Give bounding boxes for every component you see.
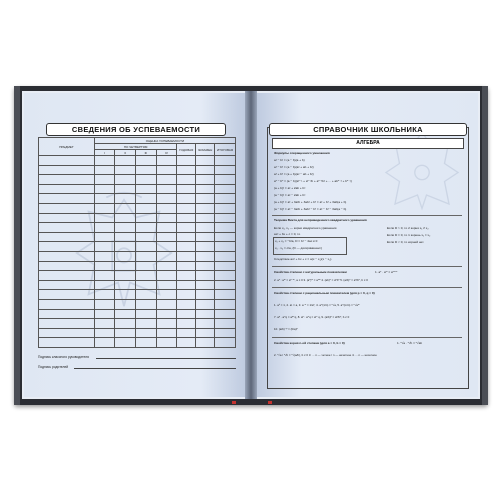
formula-heading: Формулы сокращенного умножения bbox=[274, 151, 330, 155]
grade-cell[interactable] bbox=[196, 184, 215, 194]
grade-cell[interactable] bbox=[177, 251, 196, 261]
grade-cell[interactable] bbox=[115, 309, 136, 319]
subject-cell[interactable] bbox=[39, 203, 95, 213]
table-row bbox=[39, 213, 236, 223]
grade-cell[interactable] bbox=[156, 165, 177, 175]
subject-cell[interactable] bbox=[39, 156, 95, 166]
subject-cell[interactable] bbox=[39, 165, 95, 175]
grade-cell[interactable] bbox=[196, 203, 215, 213]
grade-cell[interactable] bbox=[94, 338, 115, 348]
page-title: СВЕДЕНИЯ ОБ УСПЕВАЕМОСТИ bbox=[46, 123, 226, 136]
grade-cell[interactable] bbox=[156, 213, 177, 223]
table-row bbox=[39, 251, 236, 261]
quarter-header: III bbox=[136, 150, 157, 156]
grade-cell[interactable] bbox=[215, 261, 236, 271]
quarters-header: ПО ЧЕТВЕРТЯМ bbox=[94, 144, 176, 150]
formula-line: a³ + b³ = (a + b)(a² − ab + b²) bbox=[274, 172, 314, 176]
grade-cell[interactable] bbox=[177, 156, 196, 166]
grade-cell[interactable] bbox=[215, 175, 236, 185]
grade-cell[interactable] bbox=[215, 309, 236, 319]
grade-cell[interactable] bbox=[215, 280, 236, 290]
parents-signature-line[interactable] bbox=[74, 368, 236, 369]
grade-cell[interactable] bbox=[177, 319, 196, 329]
grades-page bbox=[24, 93, 245, 397]
grade-cell[interactable] bbox=[177, 338, 196, 348]
grade-cell[interactable] bbox=[156, 242, 177, 252]
table-row bbox=[39, 232, 236, 242]
grade-cell[interactable] bbox=[177, 213, 196, 223]
subject-cell[interactable] bbox=[39, 290, 95, 300]
grade-cell[interactable] bbox=[136, 290, 157, 300]
vieta-line: Если x₁, x₂ — корни квадратного уравнения bbox=[274, 226, 337, 230]
subject-cell[interactable] bbox=[39, 319, 95, 329]
power-natural-heading: Свойства степени с натуральным показателем bbox=[274, 270, 347, 274]
grade-cell[interactable] bbox=[136, 328, 157, 338]
grade-cell[interactable] bbox=[156, 175, 177, 185]
grade-cell[interactable] bbox=[136, 184, 157, 194]
grade-cell[interactable] bbox=[136, 319, 157, 329]
grade-cell[interactable] bbox=[215, 251, 236, 261]
grade-cell[interactable] bbox=[115, 223, 136, 233]
grade-cell[interactable] bbox=[177, 309, 196, 319]
grade-cell[interactable] bbox=[115, 184, 136, 194]
grade-cell[interactable] bbox=[115, 175, 136, 185]
grade-cell[interactable] bbox=[136, 213, 157, 223]
grade-cell[interactable] bbox=[136, 299, 157, 309]
table-row bbox=[39, 165, 236, 175]
divider bbox=[272, 337, 462, 338]
grade-cell[interactable] bbox=[177, 194, 196, 204]
grade-cell[interactable] bbox=[196, 299, 215, 309]
grade-cell[interactable] bbox=[196, 309, 215, 319]
grade-cell[interactable] bbox=[196, 213, 215, 223]
grade-cell[interactable] bbox=[156, 271, 177, 281]
subject-cell[interactable] bbox=[39, 309, 95, 319]
grade-cell[interactable] bbox=[94, 309, 115, 319]
grade-cell[interactable] bbox=[156, 261, 177, 271]
table-row bbox=[39, 156, 236, 166]
quarter-header: II bbox=[115, 150, 136, 156]
grade-cell[interactable] bbox=[94, 251, 115, 261]
grade-cell[interactable] bbox=[115, 280, 136, 290]
parents-signature-label: Подпись родителей bbox=[38, 365, 69, 369]
subject-cell[interactable] bbox=[39, 223, 95, 233]
quarter-header: I bbox=[94, 150, 115, 156]
grade-cell[interactable] bbox=[196, 251, 215, 261]
grade-cell[interactable] bbox=[156, 194, 177, 204]
grade-cell[interactable] bbox=[136, 194, 157, 204]
grade-cell[interactable] bbox=[215, 223, 236, 233]
grade-cell[interactable] bbox=[215, 165, 236, 175]
teacher-signature-label: Подпись классного руководителя bbox=[38, 355, 89, 359]
grade-cell[interactable] bbox=[215, 299, 236, 309]
quarter-header: IV bbox=[156, 150, 177, 156]
grade-cell[interactable] bbox=[94, 290, 115, 300]
grade-cell[interactable] bbox=[177, 184, 196, 194]
discriminant-line: Если D < 0, то корней нет. bbox=[387, 240, 425, 244]
table-row bbox=[39, 338, 236, 348]
grade-cell[interactable] bbox=[156, 299, 177, 309]
grade-cell[interactable] bbox=[215, 213, 236, 223]
grade-cell[interactable] bbox=[196, 223, 215, 233]
subject-cell[interactable] bbox=[39, 328, 95, 338]
bookmark-ribbon bbox=[232, 401, 236, 404]
grade-cell[interactable] bbox=[196, 165, 215, 175]
subject-cell[interactable] bbox=[39, 213, 95, 223]
divider bbox=[272, 266, 462, 267]
grade-cell[interactable] bbox=[115, 194, 136, 204]
grade-cell[interactable] bbox=[94, 328, 115, 338]
grade-cell[interactable] bbox=[196, 319, 215, 329]
grade-cell[interactable] bbox=[177, 299, 196, 309]
grade-cell[interactable] bbox=[136, 271, 157, 281]
roots-heading: Свойства корня n-ой степени (для a > 0, b > 0) bbox=[274, 341, 345, 345]
section-title: АЛГЕБРА bbox=[272, 138, 464, 149]
year-header: ГОДОВАЯ bbox=[177, 144, 196, 156]
power-rational-heading: Свойства степени с рациональным показателем (для p > 0, q > 0) bbox=[274, 291, 375, 295]
table-row bbox=[39, 203, 236, 213]
grade-cell[interactable] bbox=[177, 175, 196, 185]
table-row bbox=[39, 223, 236, 233]
grade-cell[interactable] bbox=[215, 271, 236, 281]
vieta-line: x₁ · x₂ = c/a, (D — дискриминант) bbox=[275, 246, 322, 250]
grade-cell[interactable] bbox=[196, 328, 215, 338]
grade-cell[interactable] bbox=[136, 223, 157, 233]
grade-cell[interactable] bbox=[156, 203, 177, 213]
subject-cell[interactable] bbox=[39, 280, 95, 290]
grade-cell[interactable] bbox=[177, 242, 196, 252]
grade-cell[interactable] bbox=[215, 242, 236, 252]
subject-cell[interactable] bbox=[39, 338, 95, 348]
grade-cell[interactable] bbox=[196, 280, 215, 290]
grade-cell[interactable] bbox=[136, 280, 157, 290]
roots-formula: 1. ⁿ√a · ⁿ√b = ⁿ√ab bbox=[397, 341, 423, 345]
discriminant-line: Если D = 0, то 1 корень x₁ = x₂ bbox=[387, 233, 431, 237]
table-row bbox=[39, 175, 236, 185]
grade-cell[interactable] bbox=[94, 213, 115, 223]
grade-cell[interactable] bbox=[177, 165, 196, 175]
subject-cell[interactable] bbox=[39, 242, 95, 252]
formula-line: (a + b)³ = a³ + 3a²b + 3ab² + b³ = a³ + b³ + 3ab(a + b) bbox=[274, 200, 347, 204]
grade-cell[interactable] bbox=[115, 251, 136, 261]
grade-cell[interactable] bbox=[196, 242, 215, 252]
grade-cell[interactable] bbox=[156, 184, 177, 194]
subject-cell[interactable] bbox=[39, 194, 95, 204]
grade-cell[interactable] bbox=[136, 232, 157, 242]
subject-header: ПРЕДМЕТ bbox=[39, 138, 95, 156]
grade-cell[interactable] bbox=[94, 261, 115, 271]
grade-cell[interactable] bbox=[177, 328, 196, 338]
table-row bbox=[39, 184, 236, 194]
grade-cell[interactable] bbox=[196, 156, 215, 166]
exam-header: ЭКЗАМЕН bbox=[196, 144, 215, 156]
table-row bbox=[39, 319, 236, 329]
subject-cell[interactable] bbox=[39, 299, 95, 309]
subject-cell[interactable] bbox=[39, 184, 95, 194]
grade-cell[interactable] bbox=[156, 319, 177, 329]
discriminant-line: Если D > 0, то 2 корня x₁ ≠ x₂ bbox=[387, 226, 429, 230]
subject-cell[interactable] bbox=[39, 261, 95, 271]
table-row bbox=[39, 242, 236, 252]
divider bbox=[272, 215, 462, 216]
subject-cell[interactable] bbox=[39, 232, 95, 242]
grade-cell[interactable] bbox=[196, 232, 215, 242]
grade-cell[interactable] bbox=[177, 203, 196, 213]
table-row bbox=[39, 299, 236, 309]
grade-cell[interactable] bbox=[136, 203, 157, 213]
grade-cell[interactable] bbox=[94, 156, 115, 166]
grade-cell[interactable] bbox=[115, 319, 136, 329]
grade-cell[interactable] bbox=[215, 338, 236, 348]
grade-cell[interactable] bbox=[196, 290, 215, 300]
grade-cell[interactable] bbox=[156, 251, 177, 261]
grade-cell[interactable] bbox=[136, 156, 157, 166]
grade-cell[interactable] bbox=[115, 261, 136, 271]
book-spine bbox=[245, 91, 257, 399]
page-title: СПРАВОЧНИК ШКОЛЬНИКА bbox=[269, 123, 467, 136]
table-row bbox=[39, 194, 236, 204]
grade-cell[interactable] bbox=[215, 184, 236, 194]
grade-cell[interactable] bbox=[156, 223, 177, 233]
grade-cell[interactable] bbox=[215, 290, 236, 300]
grade-cell[interactable] bbox=[136, 261, 157, 271]
grade-cell[interactable] bbox=[94, 203, 115, 213]
grade-cell[interactable] bbox=[94, 175, 115, 185]
grade-cell[interactable] bbox=[94, 232, 115, 242]
vieta-line: ax² + bx + c = 0, то bbox=[274, 232, 301, 236]
formula-line: aⁿ − bⁿ = (a − b)(aⁿ⁻¹ + aⁿ⁻²b + aⁿ⁻³b² + ... + abⁿ⁻² + bⁿ⁻¹) bbox=[274, 179, 352, 183]
grade-cell[interactable] bbox=[94, 299, 115, 309]
grade-cell[interactable] bbox=[215, 328, 236, 338]
grade-cell[interactable] bbox=[136, 251, 157, 261]
open-diary-spread bbox=[22, 91, 480, 399]
grade-cell[interactable] bbox=[177, 261, 196, 271]
divider bbox=[272, 287, 462, 288]
subject-cell[interactable] bbox=[39, 175, 95, 185]
grades-table bbox=[38, 137, 236, 348]
vieta-heading: Теорема Виета для неприведенного квадратного уравнения bbox=[274, 218, 367, 222]
grade-cell[interactable] bbox=[115, 290, 136, 300]
grade-cell[interactable] bbox=[156, 280, 177, 290]
grade-cell[interactable] bbox=[94, 165, 115, 175]
grade-cell[interactable] bbox=[94, 194, 115, 204]
power-rational-line: 1. a⁰ = 1, 2. a¹ = a, 3. a⁻ⁿ = 1/aⁿ, 4. a^(1/n) = ⁿ√a, 5. a^(m/n) = ⁿ√aᵐ bbox=[274, 303, 360, 307]
grade-cell[interactable] bbox=[115, 299, 136, 309]
grade-cell[interactable] bbox=[177, 223, 196, 233]
grade-cell[interactable] bbox=[115, 213, 136, 223]
grade-cell[interactable] bbox=[215, 319, 236, 329]
grade-cell[interactable] bbox=[156, 156, 177, 166]
grade-cell[interactable] bbox=[215, 194, 236, 204]
cover-edge-right bbox=[482, 86, 488, 405]
table-row bbox=[39, 271, 236, 281]
table-row bbox=[39, 309, 236, 319]
grade-cell[interactable] bbox=[156, 290, 177, 300]
grade-cell[interactable] bbox=[94, 271, 115, 281]
grade-cell[interactable] bbox=[215, 232, 236, 242]
bookmark-ribbon bbox=[268, 401, 272, 404]
grade-cell[interactable] bbox=[136, 175, 157, 185]
grade-cell[interactable] bbox=[115, 328, 136, 338]
vieta-line: x₁ + x₂ = −b/a, D = b² − 4ac ≥ 0 bbox=[275, 239, 318, 243]
formula-line: (a − b)³ = a³ − 3a²b + 3ab² − b³ = a³ − b³ − 3ab(a − b) bbox=[274, 207, 347, 211]
formula-line: a² − b² = (a − b)(a + b) bbox=[274, 158, 305, 162]
grade-cell[interactable] bbox=[136, 242, 157, 252]
grade-cell[interactable] bbox=[196, 194, 215, 204]
grade-cell[interactable] bbox=[115, 156, 136, 166]
grade-cell[interactable] bbox=[156, 338, 177, 348]
grade-cell[interactable] bbox=[115, 232, 136, 242]
subject-cell[interactable] bbox=[39, 271, 95, 281]
formula-line: a³ − b³ = (a − b)(a² + ab + b²) bbox=[274, 165, 314, 169]
table-row bbox=[39, 280, 236, 290]
grade-cell[interactable] bbox=[94, 319, 115, 329]
teacher-signature-line[interactable] bbox=[96, 358, 236, 359]
power-rational-line: 10. (a/b)⁻ᵖ = (b/a)ᵖ bbox=[274, 327, 298, 331]
grade-cell[interactable] bbox=[156, 232, 177, 242]
grade-cell[interactable] bbox=[177, 271, 196, 281]
cover-edge-left bbox=[14, 86, 20, 405]
formula-line: (a − b)² = a² − 2ab + b² bbox=[274, 193, 306, 197]
grade-cell[interactable] bbox=[196, 271, 215, 281]
grade-cell[interactable] bbox=[115, 165, 136, 175]
grade-cell[interactable] bbox=[94, 223, 115, 233]
grade-cell[interactable] bbox=[177, 290, 196, 300]
grade-cell[interactable] bbox=[156, 328, 177, 338]
grade-cell[interactable] bbox=[196, 175, 215, 185]
power-rational-line: 7. aᵖ · a^q = aᵖ⁺q, 8. aᵖ : a^q = aᵖ⁻q, 9. (a/b)ᵖ = aᵖ/bᵖ, b ≠ 0 bbox=[274, 315, 350, 319]
grade-cell[interactable] bbox=[115, 271, 136, 281]
table-row bbox=[39, 261, 236, 271]
power-natural-formula: 1. aⁿ · aᵐ = aⁿ⁺ᵐ bbox=[375, 270, 398, 274]
grade-cell[interactable] bbox=[115, 242, 136, 252]
grade-cell[interactable] bbox=[177, 232, 196, 242]
table-row bbox=[39, 290, 236, 300]
grades-header: ОЦЕНКА УСПЕВАЕМОСТИ bbox=[94, 138, 235, 144]
grade-cell[interactable] bbox=[196, 261, 215, 271]
grade-cell[interactable] bbox=[215, 156, 236, 166]
vieta-corollary: Следствие ax² + bx + c = a(x − x₁)(x − x₂) bbox=[274, 257, 332, 261]
grade-cell[interactable] bbox=[94, 242, 115, 252]
power-natural-line: 2. aⁿ : aᵐ = aⁿ⁻ᵐ, a ≠ 0 3. (aⁿ)ᵐ = aⁿᵐ 4. (ab)ⁿ = aⁿbⁿ 5. (a/b)ⁿ = aⁿ/bⁿ, b ≠ 0 bbox=[274, 278, 368, 282]
table-row bbox=[39, 328, 236, 338]
grade-cell[interactable] bbox=[115, 203, 136, 213]
grade-cell[interactable] bbox=[196, 338, 215, 348]
grade-cell[interactable] bbox=[156, 309, 177, 319]
grade-cell[interactable] bbox=[94, 184, 115, 194]
subject-cell[interactable] bbox=[39, 251, 95, 261]
grade-cell[interactable] bbox=[115, 338, 136, 348]
grade-cell[interactable] bbox=[94, 280, 115, 290]
formula-line: (a + b)² = a² + 2ab + b² bbox=[274, 186, 306, 190]
reference-page bbox=[257, 93, 478, 397]
grade-cell[interactable] bbox=[136, 165, 157, 175]
grade-cell[interactable] bbox=[177, 280, 196, 290]
grade-cell[interactable] bbox=[136, 309, 157, 319]
grade-cell[interactable] bbox=[215, 203, 236, 213]
final-header: ИТОГОВАЯ bbox=[215, 144, 236, 156]
grade-cell[interactable] bbox=[136, 338, 157, 348]
roots-line: 2. ⁿ√a / ⁿ√b = ⁿ√(a/b), b ≠ 0 3. ... n — четное / n — нечетное 4. ... n — нечетное bbox=[274, 353, 377, 357]
